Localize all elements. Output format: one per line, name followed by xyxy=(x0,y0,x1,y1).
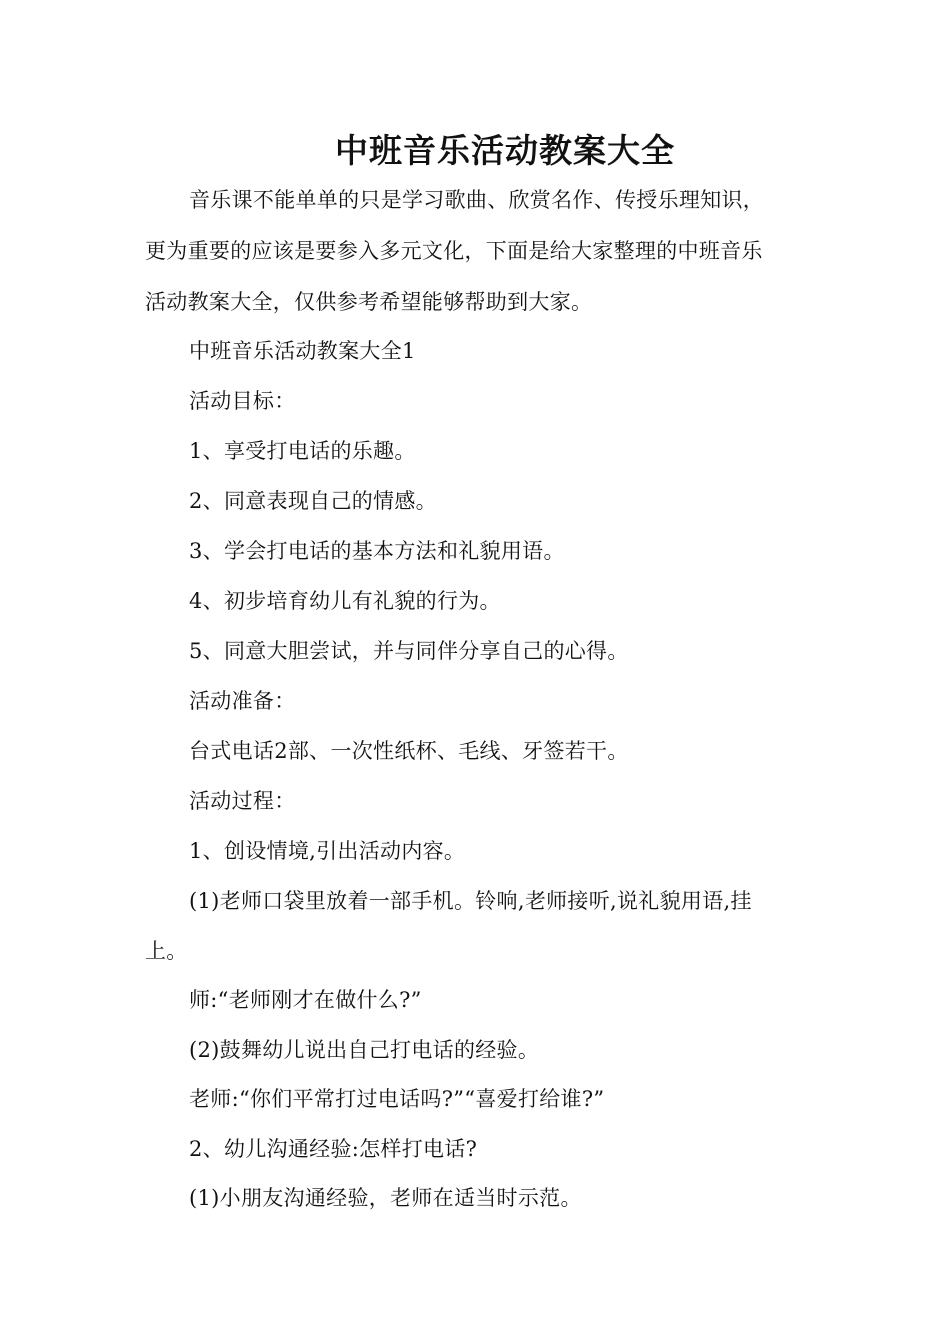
intro-line-2: 更为重要的应该是要参入多元文化，下面是给大家整理的中班音乐 xyxy=(145,239,763,263)
goals-label: 活动目标： xyxy=(189,389,296,413)
prep-label: 活动准备： xyxy=(189,689,296,713)
page-title: 中班音乐活动教案大全 xyxy=(335,131,675,170)
process-step-2-1: (1)小朋友沟通经验，老师在适当时示范。 xyxy=(189,1186,582,1210)
goal-item-1: 1、享受打电话的乐趣。 xyxy=(189,439,416,463)
goal-item-2: 2、同意表现自己的情感。 xyxy=(189,489,437,513)
goal-item-5: 5、同意大胆尝试，并与同伴分享自己的心得。 xyxy=(189,639,629,663)
process-label: 活动过程： xyxy=(189,789,296,813)
process-step-1-1-line-1: (1)老师口袋里放着一部手机。铃响,老师接听,说礼貌用语,挂 xyxy=(189,889,752,913)
section-heading: 中班音乐活动教案大全1 xyxy=(189,339,416,363)
process-step-2: 2、幼儿沟通经验:怎样打电话? xyxy=(189,1137,478,1161)
prep-text: 台式电话2部、一次性纸杯、毛线、牙签若干。 xyxy=(189,739,629,763)
process-step-1: 1、创设情境,引出活动内容。 xyxy=(189,839,466,863)
teacher-question-1: 师:“老师刚才在做什么?” xyxy=(189,988,422,1012)
intro-line-3: 活动教案大全，仅供参考希望能够帮助到大家。 xyxy=(145,290,593,314)
goal-item-4: 4、初步培育幼儿有礼貌的行为。 xyxy=(189,589,501,613)
intro-line-1: 音乐课不能单单的只是学习歌曲、欣赏名作、传授乐理知识， xyxy=(189,188,765,212)
process-step-1-1-line-2: 上。 xyxy=(145,939,188,963)
process-step-1-2: (2)鼓舞幼儿说出自己打电话的经验。 xyxy=(189,1038,540,1062)
teacher-question-2: 老师:“你们平常打过电话吗?”“喜爱打给谁?” xyxy=(189,1087,605,1111)
goal-item-3: 3、学会打电话的基本方法和礼貌用语。 xyxy=(189,539,565,563)
